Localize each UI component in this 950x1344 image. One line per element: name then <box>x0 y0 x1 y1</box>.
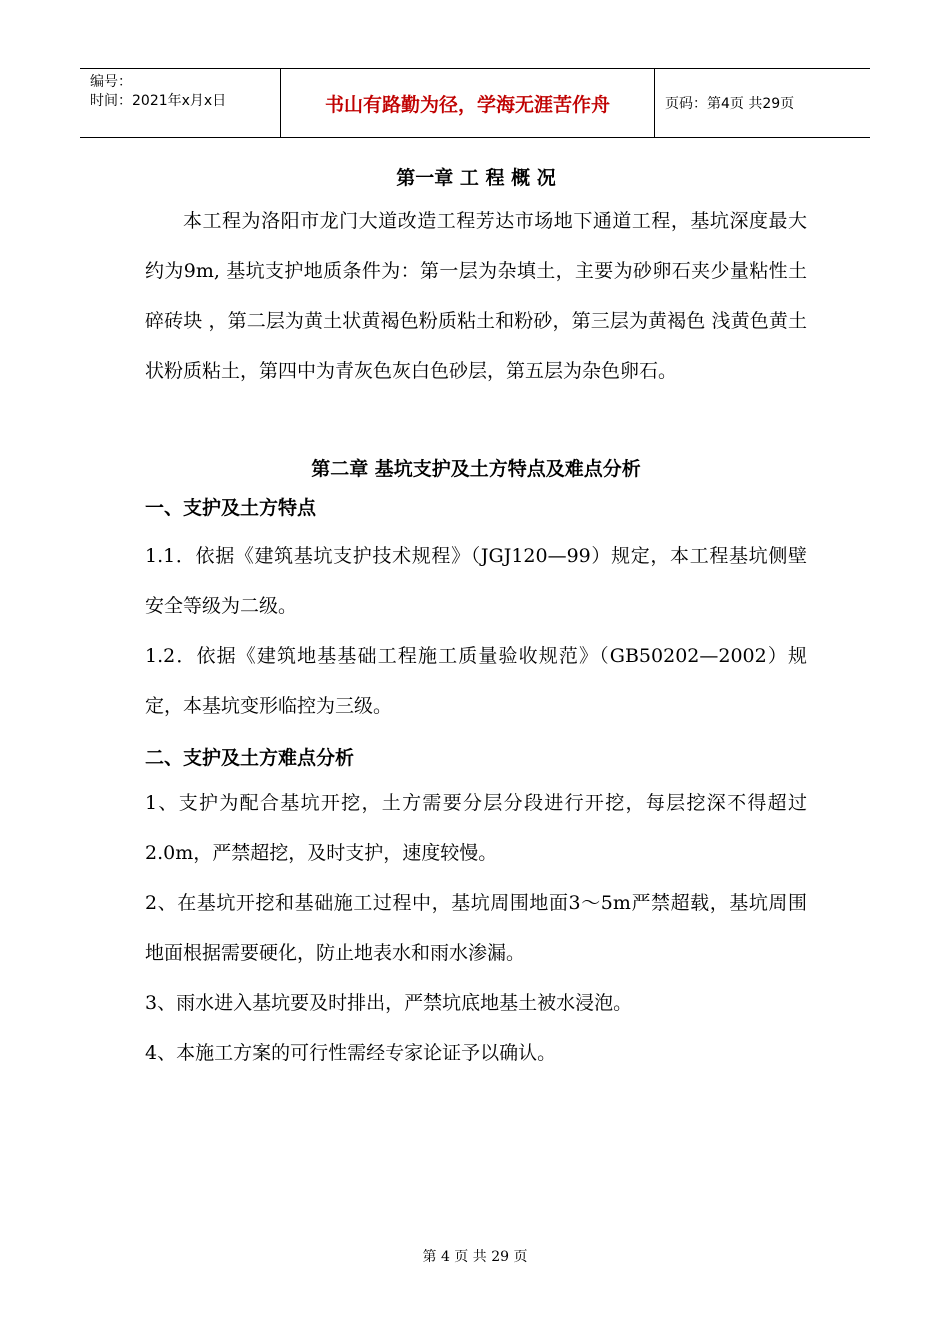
chapter1-title: 第一章 工 程 概 况 <box>396 167 556 189</box>
doc-number-label: 编号： <box>90 74 132 90</box>
item-1-2: 1.2．依据《建筑地基基础工程施工质量验收规范》（GB50202—2002）规定，本基坑变形临控为三级。 <box>145 645 807 717</box>
chapter1-body: 本工程为洛阳市龙门大道改造工程芳达市场地下通道工程，基坑深度最大约为9m, 基坑支护地质条件为：第一层为杂填土，主要为砂卵石夹少量粘性土 碎砖块 ，第二层为黄土状黄褐色粉质粘土和粉砂，第三层为黄褐色 浅黄色黄土状粉质粘土，第四中为青灰色灰白色砂层，第五层为杂色卵石。 <box>145 210 807 382</box>
point-2: 2、在基坑开挖和基础施工过程中，基坑周围地面3～5m严禁超载，基坑周围地面根据需要硬化，防止地表水和雨水渗漏。 <box>145 892 807 964</box>
point-3: 3、雨水进入基坑要及时排出，严禁坑底地基土被水浸泡。 <box>145 992 633 1014</box>
point-4: 4、本施工方案的可行性需经专家论证予以确认。 <box>145 1042 557 1064</box>
header-page-label: 页码：第4页 共29页 <box>665 96 795 112</box>
document-body <box>145 163 807 1078</box>
point-1: 1、支护为配合基坑开挖，土方需要分层分段进行开挖，每层挖深不得超过2.0m，严禁超挖，及时支护，速度较慢。 <box>145 792 807 864</box>
chapter2-title: 第二章 基坑支护及土方特点及难点分析 <box>311 458 641 480</box>
section2-title: 二、支护及土方难点分析 <box>145 747 355 769</box>
header-meta <box>80 69 281 137</box>
header-motto: 书山有路勤为径，学海无涯苦作舟 <box>281 69 655 137</box>
page-footer: 第 4 页 共 29 页 <box>422 1249 528 1265</box>
doc-time-label: 时间：2021年x月x日 <box>90 93 227 109</box>
document-header <box>80 68 870 138</box>
item-1-1: 1.1．依据《建筑基坑支护技术规程》（JGJ120—99）规定，本工程基坑侧壁安全等级为二级。 <box>145 545 807 617</box>
section1-title: 一、支护及土方特点 <box>145 497 317 519</box>
